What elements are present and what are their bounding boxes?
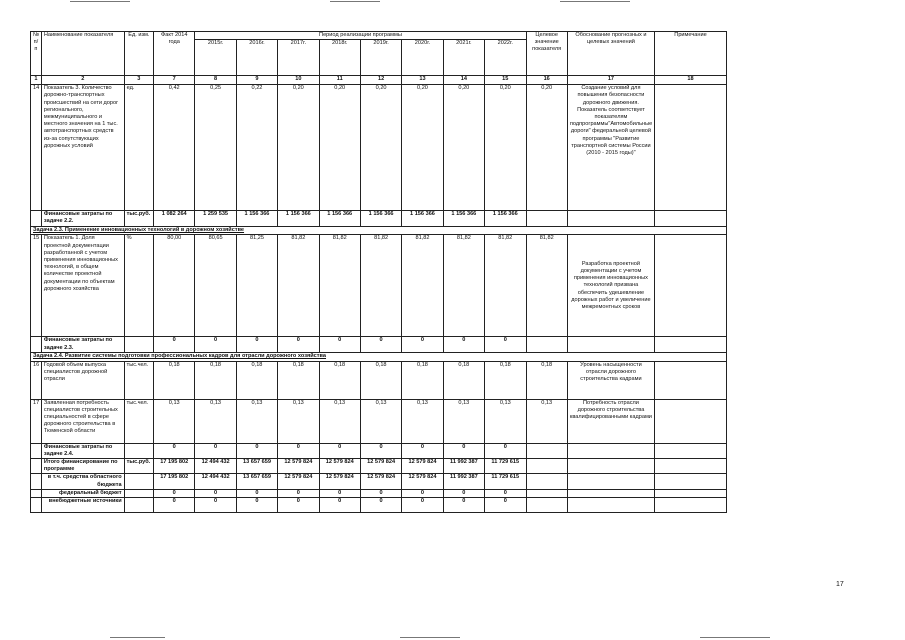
header-year: 2021г. (443, 40, 484, 76)
col-number: 9 (236, 76, 277, 85)
value-cell: 12 579 824 (278, 459, 319, 474)
header-note: Примечание (655, 32, 727, 76)
value-cell: 17 195 802 (154, 459, 195, 474)
value-cell: 12 579 824 (402, 459, 443, 474)
header-unit: Ед. изм. (124, 32, 153, 76)
unit-cell: тыс.чел. (124, 399, 153, 443)
note-cell (655, 399, 727, 443)
finance-row (31, 443, 727, 458)
table-row (31, 361, 727, 399)
value-cell: 81,82 (402, 235, 443, 337)
value-cell: 0 (360, 498, 401, 513)
value-cell: 0 (402, 337, 443, 353)
value-cell: 0 (195, 337, 236, 353)
value-cell: 0 (154, 498, 195, 513)
value-cell: 0,20 (360, 85, 401, 211)
value-cell: 0,20 (443, 85, 484, 211)
value-cell: 81,82 (278, 235, 319, 337)
value-cell: 0 (278, 337, 319, 353)
value-cell: 12 579 824 (402, 474, 443, 489)
regional-budget-row (31, 474, 727, 489)
scan-artifact (400, 637, 460, 638)
indicator-name: Показатель 1. Доля проектной документации разработанной с учетом применения инновационных технологий, в общем количестве проектной документации по объектам дорожного хозяйства (41, 235, 124, 337)
header-year: 2022г. (485, 40, 526, 76)
section-heading: Задача 2.4. Развитие системы подготовки профессиональных кадров для отрасли дорожного хозяйства (31, 353, 727, 361)
col-number: 15 (485, 76, 526, 85)
header-fact: Факт 2014 года (154, 32, 195, 76)
table-row (31, 235, 727, 337)
scan-artifact (330, 1, 380, 2)
value-cell: 12 579 824 (360, 459, 401, 474)
total-row (31, 459, 727, 474)
value-cell: 0,18 (319, 361, 360, 399)
value-cell: 0 (485, 443, 526, 458)
value-cell: 0 (154, 337, 195, 353)
scan-artifact (560, 1, 630, 2)
unit-cell: тыс.руб. (124, 211, 153, 227)
target-cell: 0,13 (526, 399, 567, 443)
value-cell: 12 579 824 (319, 474, 360, 489)
value-cell: 12 579 824 (360, 474, 401, 489)
unit-cell: % (124, 235, 153, 337)
value-cell: 17 195 802 (154, 474, 195, 489)
value-cell: 1 259 535 (195, 211, 236, 227)
unit-cell: тыс.чел. (124, 361, 153, 399)
value-cell: 0 (443, 489, 484, 497)
value-cell: 1 156 366 (443, 211, 484, 227)
value-cell: 0,13 (154, 399, 195, 443)
value-cell: 0,18 (402, 361, 443, 399)
scan-artifact (110, 637, 165, 638)
unit-cell: ед. (124, 85, 153, 211)
value-cell: 12 579 824 (319, 459, 360, 474)
offbudget-label: внебюджетные источники (41, 498, 124, 513)
value-cell: 0,13 (236, 399, 277, 443)
value-cell: 81,25 (236, 235, 277, 337)
header-year: 2015г. (195, 40, 236, 76)
justification-cell: Создание условий для повышения безопасности дорожного движения. Показатель соответствует показателям подпрограммы"Автомобильные дороги" федеральной целевой программы "Развитие транспортной системы России (2010 - 2015 годы)" (567, 85, 654, 211)
indicator-name: Годовой объем выпуска специалистов дорожной отрасли (41, 361, 124, 399)
col-number: 16 (526, 76, 567, 85)
header-period: Период реализации программы (195, 32, 526, 40)
value-cell: 0,13 (443, 399, 484, 443)
indicator-name: Заявленная потребность специалистов строительных специальностей в сфере дорожного строительства в Тюменской области (41, 399, 124, 443)
unit-cell: тыс.руб. (124, 459, 153, 474)
value-cell: 11 729 615 (485, 459, 526, 474)
value-cell: 0 (278, 443, 319, 458)
program-indicators-table (30, 31, 727, 513)
value-cell: 0 (319, 489, 360, 497)
col-number: 13 (402, 76, 443, 85)
value-cell: 81,82 (443, 235, 484, 337)
value-cell: 12 579 824 (278, 474, 319, 489)
value-cell: 0 (402, 489, 443, 497)
col-number: 14 (443, 76, 484, 85)
value-cell: 1 156 366 (485, 211, 526, 227)
value-cell: 0 (195, 489, 236, 497)
value-cell: 0,20 (402, 85, 443, 211)
row-number: 15 (31, 235, 42, 337)
value-cell: 1 156 366 (278, 211, 319, 227)
federal-budget-row (31, 489, 727, 497)
finance-row (31, 211, 727, 227)
page-number: 17 (836, 581, 844, 588)
value-cell: 13 657 659 (236, 474, 277, 489)
justification-cell: Разработка проектной документации с учетом применения инновационных технологий призвана обеспечить удешевление дорожных работ и увеличение межремонтных сроков (567, 235, 654, 337)
value-cell: 0 (319, 498, 360, 513)
value-cell: 0,13 (402, 399, 443, 443)
value-cell: 0,20 (319, 85, 360, 211)
header-no: № п/п (31, 32, 42, 76)
value-cell: 0 (195, 443, 236, 458)
value-cell: 0 (443, 337, 484, 353)
value-cell: 11 992 387 (443, 474, 484, 489)
header-target: Целевое значение показателя (526, 32, 567, 76)
col-number: 2 (41, 76, 124, 85)
note-cell (655, 85, 727, 211)
value-cell: 0 (278, 489, 319, 497)
target-cell: 0,18 (526, 361, 567, 399)
value-cell: 0 (485, 337, 526, 353)
regional-budget-label: в т.ч. средства областного бюджета (41, 474, 124, 489)
value-cell: 0,18 (485, 361, 526, 399)
value-cell: 0 (360, 443, 401, 458)
value-cell: 81,82 (319, 235, 360, 337)
value-cell: 0 (236, 489, 277, 497)
col-number: 1 (31, 76, 42, 85)
section-heading-row (31, 227, 727, 235)
offbudget-row (31, 498, 727, 513)
value-cell: 0 (485, 498, 526, 513)
value-cell: 0,18 (360, 361, 401, 399)
value-cell: 0 (154, 443, 195, 458)
scan-artifact (700, 637, 770, 638)
value-cell: 0 (236, 337, 277, 353)
total-label: Итого финансирование по программе (41, 459, 124, 474)
value-cell: 0 (154, 489, 195, 497)
row-number: 17 (31, 399, 42, 443)
finance-label: Финансовые затраты по задаче 2.4. (41, 443, 124, 458)
table-row (31, 85, 727, 211)
row-number: 14 (31, 85, 42, 211)
value-cell: 80,00 (154, 235, 195, 337)
col-number: 11 (319, 76, 360, 85)
col-number: 3 (124, 76, 153, 85)
value-cell: 0 (236, 443, 277, 458)
value-cell: 0 (402, 498, 443, 513)
section-heading-row (31, 353, 727, 361)
col-number: 12 (360, 76, 401, 85)
value-cell: 13 657 659 (236, 459, 277, 474)
header-justification: Обоснование прогнозных и целевых значений (567, 32, 654, 76)
value-cell: 1 156 366 (402, 211, 443, 227)
value-cell: 11 992 387 (443, 459, 484, 474)
value-cell: 0 (485, 489, 526, 497)
header-year: 2020г. (402, 40, 443, 76)
value-cell: 0 (195, 498, 236, 513)
value-cell: 11 729 615 (485, 474, 526, 489)
value-cell: 0,18 (195, 361, 236, 399)
value-cell: 0 (360, 489, 401, 497)
value-cell: 0 (443, 498, 484, 513)
value-cell: 0 (236, 498, 277, 513)
target-cell: 81,82 (526, 235, 567, 337)
value-cell: 81,82 (485, 235, 526, 337)
header-row (31, 32, 727, 40)
value-cell: 0 (360, 337, 401, 353)
header-year: 2019г. (360, 40, 401, 76)
header-year: 2016г. (236, 40, 277, 76)
federal-budget-label: федеральный бюджет (41, 489, 124, 497)
justification-cell: Уровень насыщенности отрасли дорожного строительства кадрами (567, 361, 654, 399)
table-row (31, 399, 727, 443)
value-cell: 81,82 (360, 235, 401, 337)
value-cell: 12 494 432 (195, 459, 236, 474)
value-cell: 0,13 (278, 399, 319, 443)
value-cell: 1 156 366 (360, 211, 401, 227)
header-year: 2018г. (319, 40, 360, 76)
column-numbers-row (31, 76, 727, 85)
value-cell: 1 156 366 (319, 211, 360, 227)
scan-artifact (70, 1, 130, 2)
justification-cell: Потребность отрасли дорожного строительства квалифицированными кадрами (567, 399, 654, 443)
value-cell: 1 082 264 (154, 211, 195, 227)
value-cell: 0,18 (443, 361, 484, 399)
value-cell: 0,18 (278, 361, 319, 399)
value-cell: 0 (402, 443, 443, 458)
row-number: 16 (31, 361, 42, 399)
value-cell: 0,13 (360, 399, 401, 443)
value-cell: 0,13 (195, 399, 236, 443)
value-cell: 0,13 (485, 399, 526, 443)
value-cell: 0,22 (236, 85, 277, 211)
value-cell: 0 (443, 443, 484, 458)
value-cell: 0,18 (236, 361, 277, 399)
value-cell: 0,42 (154, 85, 195, 211)
col-number: 8 (195, 76, 236, 85)
value-cell: 0,25 (195, 85, 236, 211)
value-cell: 0 (319, 443, 360, 458)
target-cell: 0,20 (526, 85, 567, 211)
value-cell: 0 (278, 498, 319, 513)
finance-row (31, 337, 727, 353)
col-number: 10 (278, 76, 319, 85)
indicator-name: Показатель 3. Количество дорожно-транспортных происшествий на сети дорог регионального, межмуниципального и местного значения на 1 тыс. автотранспортных средств из-за сопутствующих дорожных условий (41, 85, 124, 211)
value-cell: 0 (319, 337, 360, 353)
finance-label: Финансовые затраты по задаче 2.2. (41, 211, 124, 227)
note-cell (655, 361, 727, 399)
col-number: 17 (567, 76, 654, 85)
col-number: 18 (655, 76, 727, 85)
value-cell: 80,65 (195, 235, 236, 337)
value-cell: 0,13 (319, 399, 360, 443)
header-year: 2017г. (278, 40, 319, 76)
value-cell: 0,20 (278, 85, 319, 211)
value-cell: 0,18 (154, 361, 195, 399)
col-number: 7 (154, 76, 195, 85)
section-heading: Задача 2.3. Применение инновационных технологий в дорожном хозяйстве (31, 227, 727, 235)
value-cell: 1 156 366 (236, 211, 277, 227)
value-cell: 0,20 (485, 85, 526, 211)
value-cell: 12 494 432 (195, 474, 236, 489)
header-indicator: Наименование показателя (41, 32, 124, 76)
finance-label: Финансовые затраты по задаче 2.3. (41, 337, 124, 353)
note-cell (655, 235, 727, 337)
